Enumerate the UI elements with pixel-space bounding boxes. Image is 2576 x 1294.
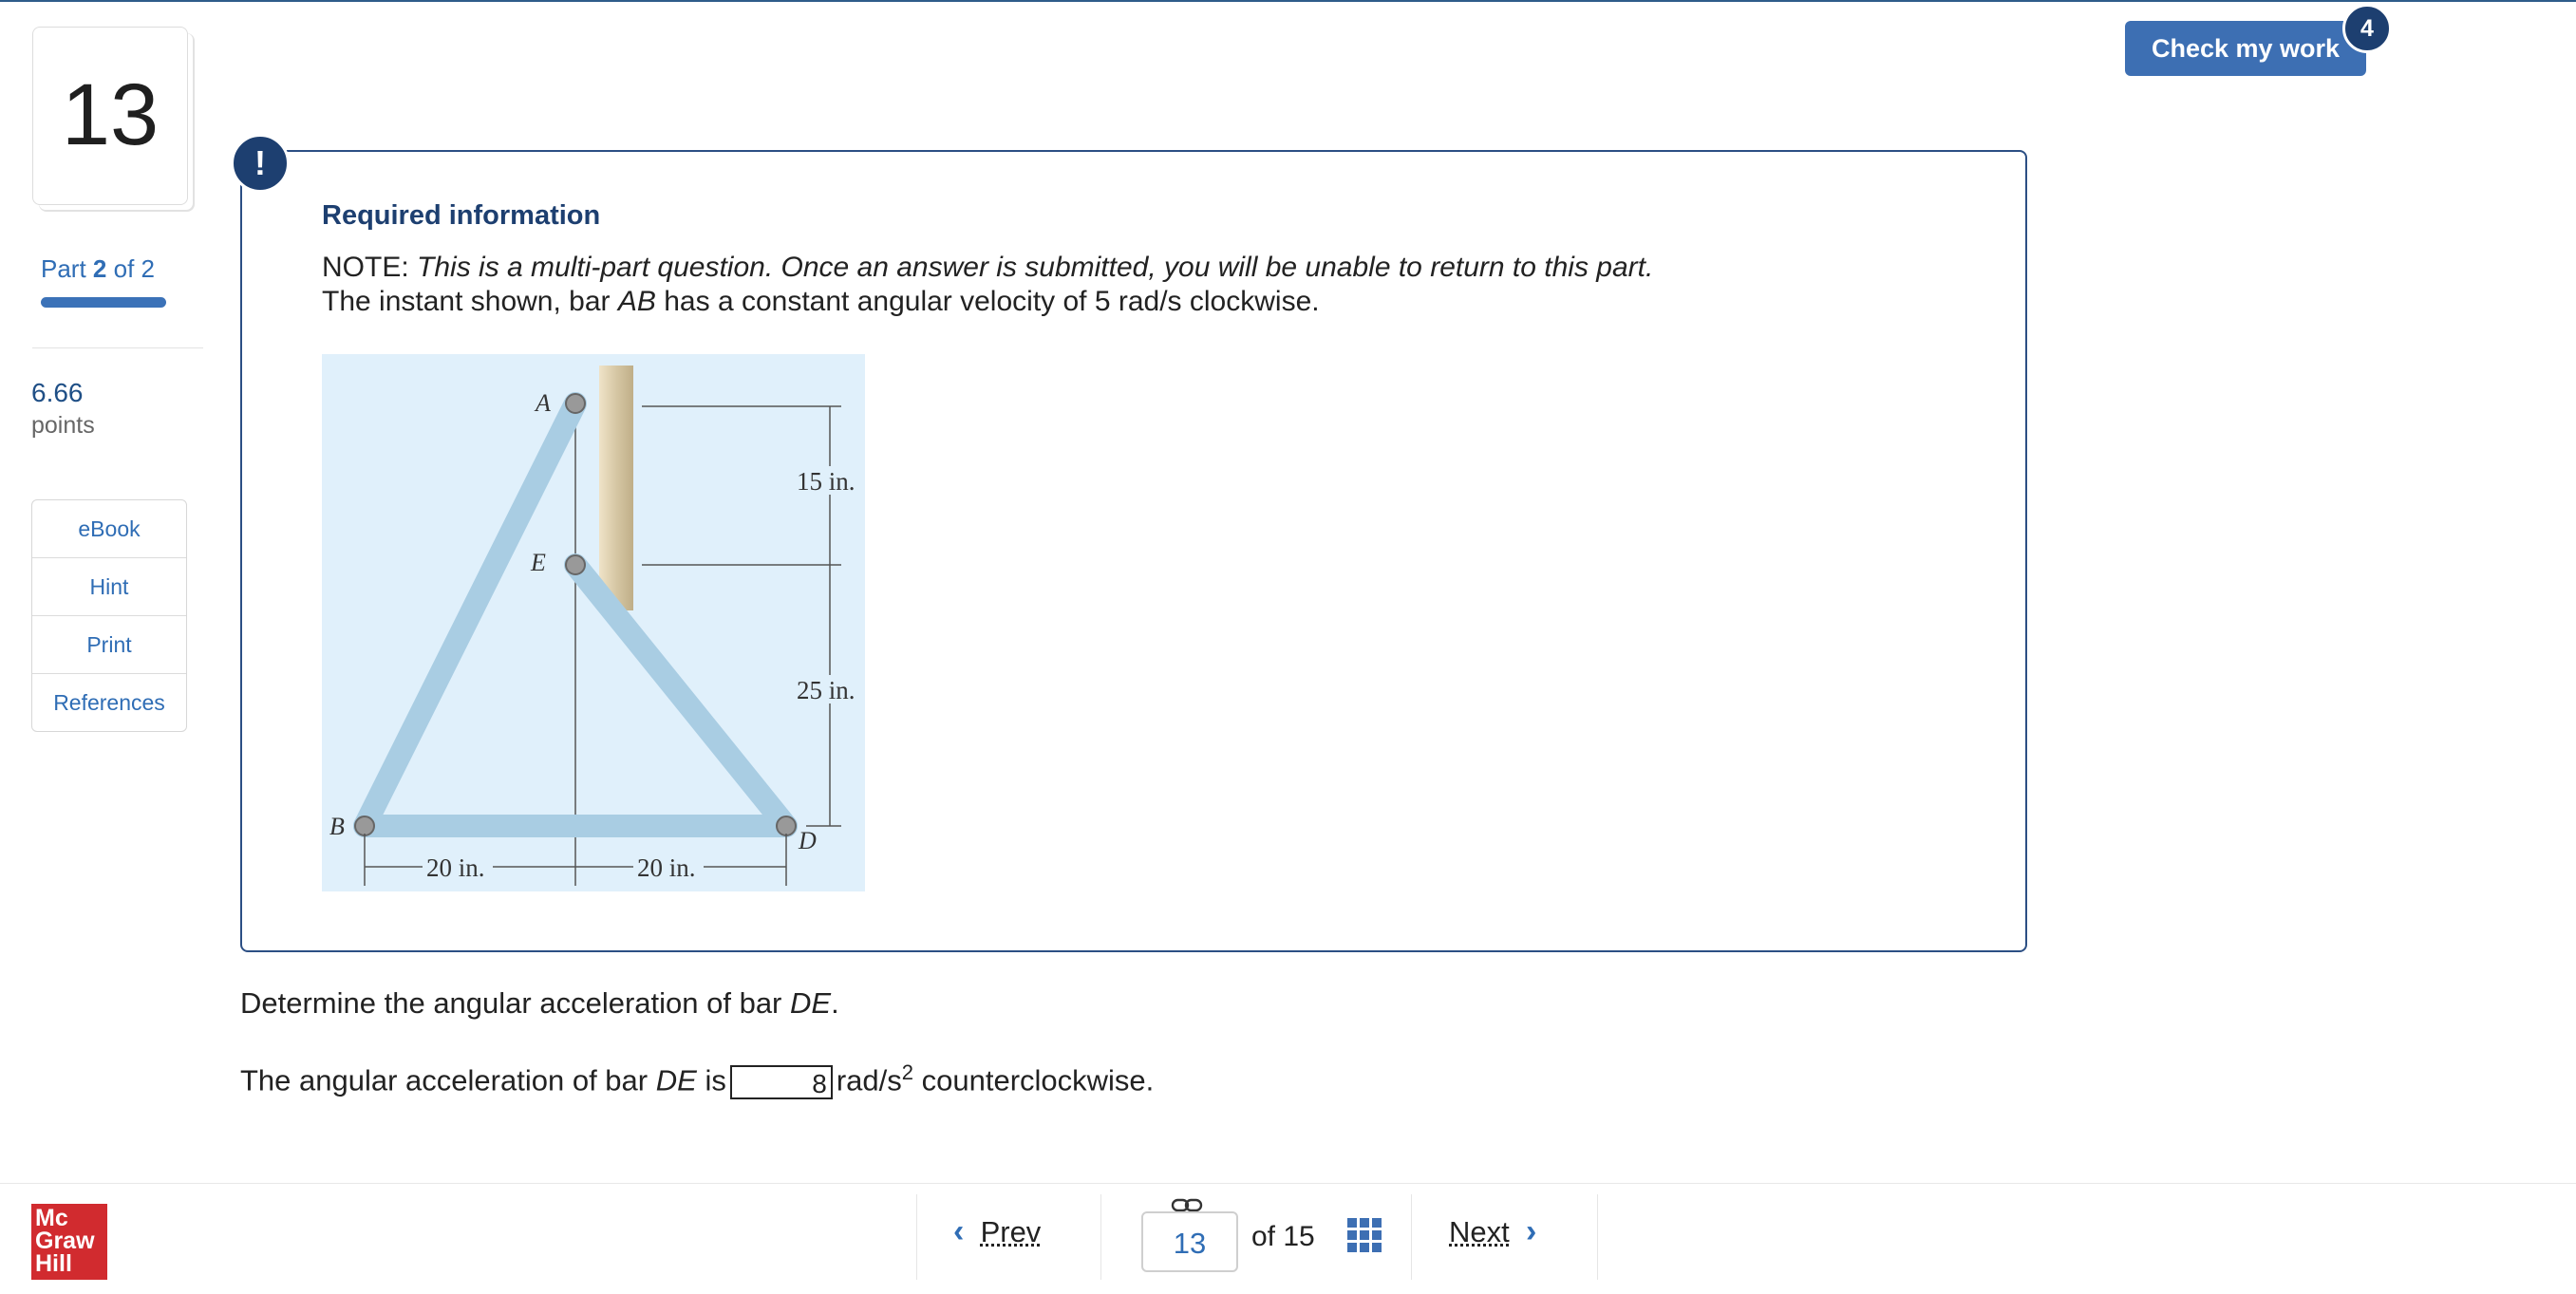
part-total: of 2 (113, 254, 155, 283)
page-total: of 15 (1251, 1221, 1315, 1252)
next-button[interactable]: Next › (1449, 1213, 1537, 1249)
check-count-badge: 4 (2342, 4, 2392, 53)
divider (32, 347, 203, 348)
pin-b (355, 816, 374, 835)
dim-20-left-label: 20 in. (426, 853, 485, 882)
linkage-figure (322, 354, 865, 891)
answer-input[interactable]: 8 (730, 1065, 833, 1099)
pin-d (777, 816, 796, 835)
part-progress-bar (41, 297, 166, 308)
references-button[interactable]: References (53, 690, 165, 715)
ebook-button[interactable]: eBook (32, 500, 186, 558)
check-my-work-button[interactable]: Check my work (2125, 21, 2366, 76)
top-border (0, 0, 2576, 2)
pin-e (566, 555, 585, 574)
prev-button[interactable]: ‹ Prev (953, 1213, 1042, 1249)
label-b: B (329, 813, 345, 840)
problem-statement: The instant shown, bar AB has a constant angular velocity of 5 rad/s clockwise. (322, 286, 1320, 317)
grid-icon[interactable] (1347, 1218, 1382, 1252)
dim-20-right-label: 20 in. (637, 853, 696, 882)
question-number-card (32, 27, 188, 205)
print-button[interactable]: Print (32, 616, 186, 674)
answer-line: The angular acceleration of bar DE is 8 rad/$s^2$ counterclockwise. (240, 1060, 1155, 1099)
label-d: D (799, 827, 817, 854)
points-value: 6.66 (31, 378, 84, 407)
hint-button[interactable]: Hint (32, 558, 186, 616)
chevron-right-icon: › (1525, 1213, 1537, 1249)
points-label: points (31, 412, 95, 439)
label-e: E (531, 549, 546, 576)
part-indicator: Part 2 of 2 (41, 254, 155, 283)
question-navigation (916, 1194, 1598, 1280)
bar-de (575, 565, 786, 826)
dim-15-label: 15 in. (797, 467, 856, 496)
mcgraw-hill-logo: Mc Graw Hill (31, 1204, 107, 1280)
page-number-input[interactable]: 13 (1141, 1211, 1238, 1272)
wall-support (599, 366, 633, 610)
part-current: 2 (92, 254, 107, 283)
chevron-left-icon: ‹ (953, 1213, 965, 1249)
linkage-diagram (322, 354, 865, 891)
question-prompt: Determine the angular acceleration of bar DE. (240, 986, 839, 1020)
question-number: 13 (61, 66, 160, 163)
dim-25-label: 25 in. (797, 676, 856, 704)
footer-divider (0, 1183, 2576, 1184)
nav-divider-right (1411, 1194, 1412, 1280)
required-information-title: Required information (322, 200, 601, 231)
note-text: NOTE: This is a multi-part question. Once an answer is submitted, you will be unable to return to this part. (322, 252, 1654, 283)
nav-divider-left (1100, 1194, 1101, 1280)
alert-icon: ! (231, 134, 290, 193)
label-a: A (536, 389, 551, 417)
pin-a (566, 394, 585, 413)
bar-ab (365, 403, 575, 826)
tools-panel (31, 499, 187, 732)
